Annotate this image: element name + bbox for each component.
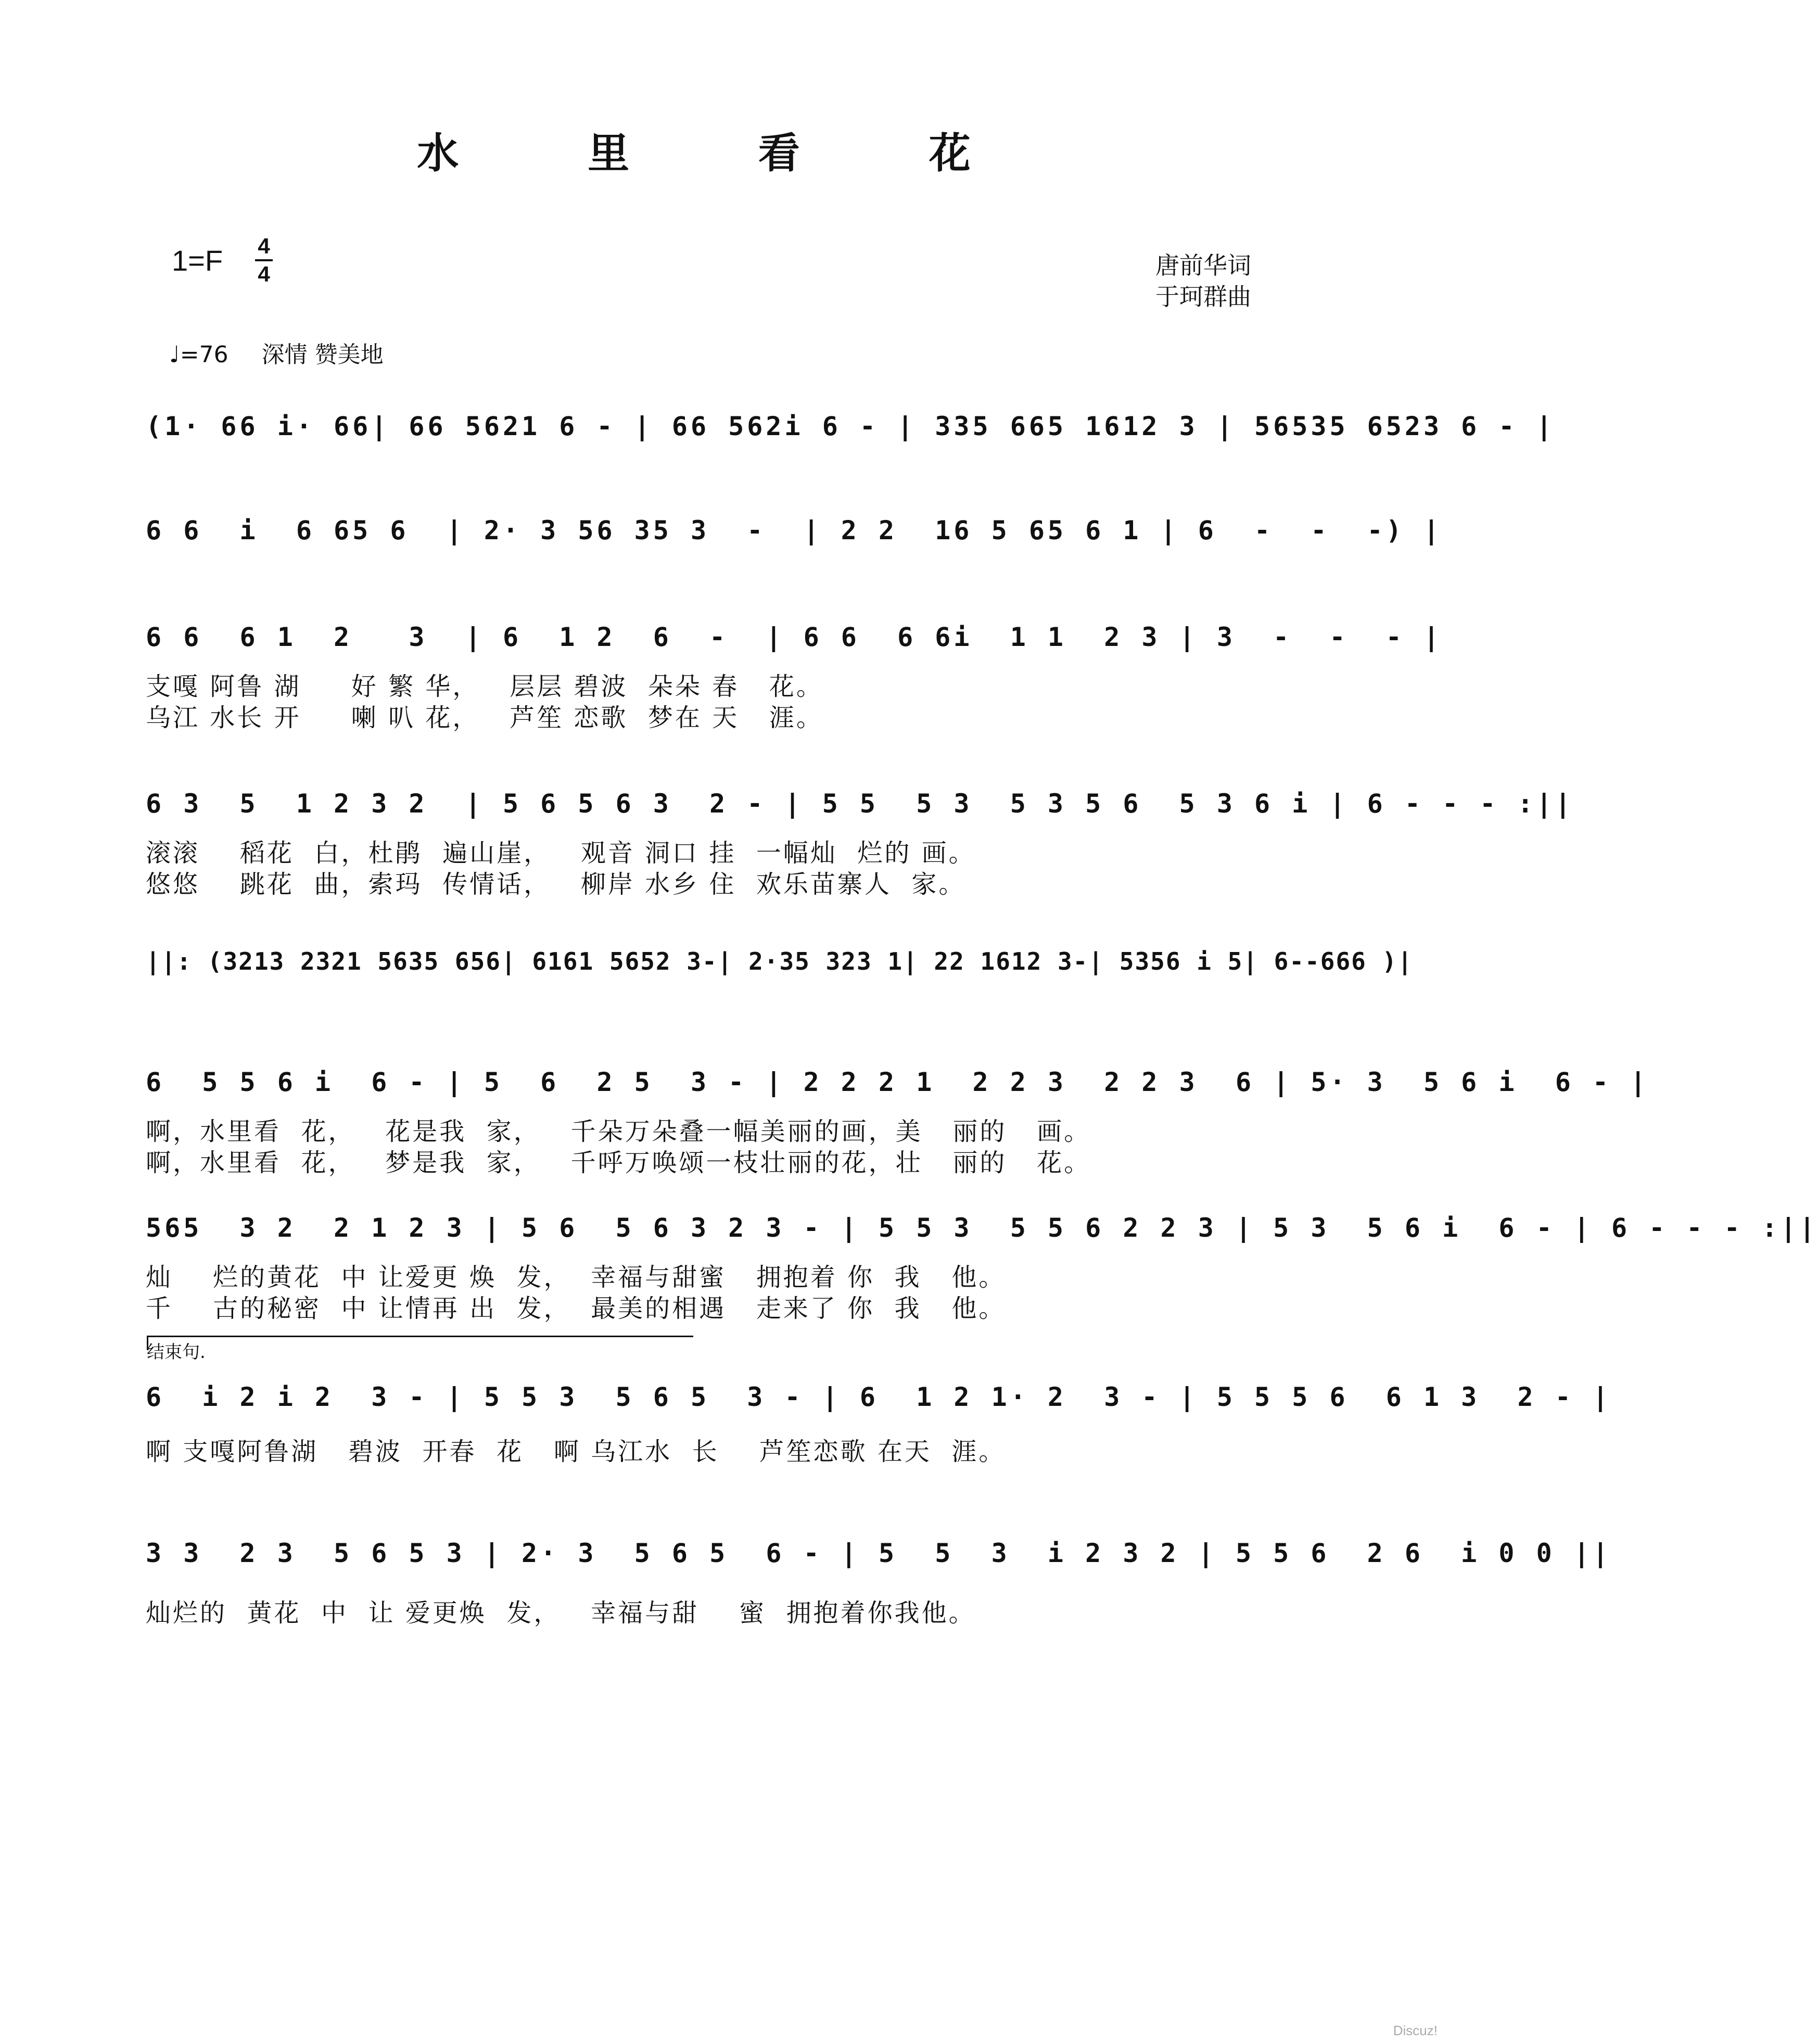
notation-line: 565 3 2 2 1 2 3 | 5 6 5 6 3 2 3 - | 5 5 3 5 5 6 2 2 3 | 5 3 5 6 i 6 - | 6 - - - :|| bbox=[146, 1213, 1818, 1243]
credits bbox=[1155, 250, 1251, 312]
tempo-value: ♩=76 bbox=[169, 341, 228, 368]
lyric-verse-1: 啊，水里看 花， 花是我 家， 千朵万朵叠一幅美丽的画，美 丽的 画。 bbox=[146, 1117, 1091, 1146]
lyric-verse-1: 灿 烂的黄花 中 让爱更 焕 发， 幸福与甜蜜 拥抱着 你 我 他。 bbox=[146, 1263, 1006, 1292]
ending-section-label: 结束句. bbox=[147, 1342, 206, 1363]
lyric-verse-2: 悠悠 跳花 曲，索玛 传情话， 柳岸 水乡 住 欢乐苗寨人 家。 bbox=[146, 870, 966, 899]
lyric-verse-2: 乌江 水长 开 喇 叭 花， 芦笙 恋歌 梦在 天 涯。 bbox=[146, 703, 823, 732]
song-title: 水 里 看 花 bbox=[417, 129, 1028, 177]
notation-line: 6 6 6 1 2 3 | 6 1 2 6 - | 6 6 6 6i 1 1 2 3 | 3 - - - | bbox=[146, 622, 1443, 652]
notation-line: (1· 66 i· 66| 66 5621 6 - | 66 562i 6 - | 335 665 1612 3 | 56535 6523 6 - | bbox=[146, 411, 1555, 441]
lyric-verse-2: 千 古的秘密 中 让情再 出 发， 最美的相遇 走来了 你 我 他。 bbox=[146, 1294, 1006, 1323]
time-signature bbox=[255, 234, 273, 286]
lyric-verse-2: 啊，水里看 花， 梦是我 家， 千呼万唤颂一枝壮丽的花，壮 丽的 花。 bbox=[146, 1148, 1091, 1177]
lyric-verse-1: 支嘎 阿鲁 湖 好 繁 华， 层层 碧波 朵朵 春 花。 bbox=[146, 672, 823, 701]
notation-line: 6 6 i 6 65 6 | 2· 3 56 35 3 - | 2 2 16 5 65 6 1 | 6 - - -) | bbox=[146, 515, 1443, 545]
notation-line: 6 5 5 6 i 6 - | 5 6 2 5 3 - | 2 2 2 1 2 2 3 2 2 3 6 | 5· 3 5 6 i 6 - | bbox=[146, 1067, 1649, 1097]
composer-credit: 于珂群曲 bbox=[1155, 283, 1251, 311]
time-signature-bar bbox=[255, 259, 273, 261]
notation-line: 6 3 5 1 2 3 2 | 5 6 5 6 3 2 - | 5 5 5 3 5 3 5 6 5 3 6 i | 6 - - - :|| bbox=[146, 789, 1574, 819]
notation-line: 6 i 2 i 2 3 - | 5 5 3 5 6 5 3 - | 6 1 2 1· 2 3 - | 5 5 5 6 6 1 3 2 - | bbox=[146, 1382, 1611, 1412]
notation-line: 3 3 2 3 5 6 5 3 | 2· 3 5 6 5 6 - | 5 5 3 i 2 3 2 | 5 5 6 2 6 i 0 0 || bbox=[146, 1538, 1611, 1568]
lyric-verse-1: 滚滚 稻花 白，杜鹃 遍山崖， 观音 洞口 挂 一幅灿 烂的 画。 bbox=[146, 839, 976, 868]
lyric-verse-1: 灿烂的 黄花 中 让 爱更焕 发， 幸福与甜 蜜 拥抱着你我他。 bbox=[146, 1598, 976, 1628]
time-signature-top: 4 bbox=[258, 234, 270, 258]
lyric-verse-1: 啊 支嘎阿鲁湖 碧波 开春 花 啊 乌江水 长 芦笙恋歌 在天 涯。 bbox=[146, 1437, 1006, 1466]
key-signature: 1=F bbox=[172, 244, 223, 277]
tempo-marking bbox=[169, 336, 384, 369]
watermark: Discuz! bbox=[1393, 2023, 1438, 2038]
time-signature-bottom: 4 bbox=[258, 262, 270, 286]
expression-mark: 深情 赞美地 bbox=[261, 341, 384, 368]
lyricist-credit: 唐前华词 bbox=[1155, 251, 1251, 280]
ending-bracket-line bbox=[147, 1336, 693, 1337]
notation-line: ||: (3213 2321 5635 656| 6161 5652 3-| 2·35 323 1| 22 1612 3-| 5356 i 5| 6--666 )| bbox=[146, 947, 1413, 975]
